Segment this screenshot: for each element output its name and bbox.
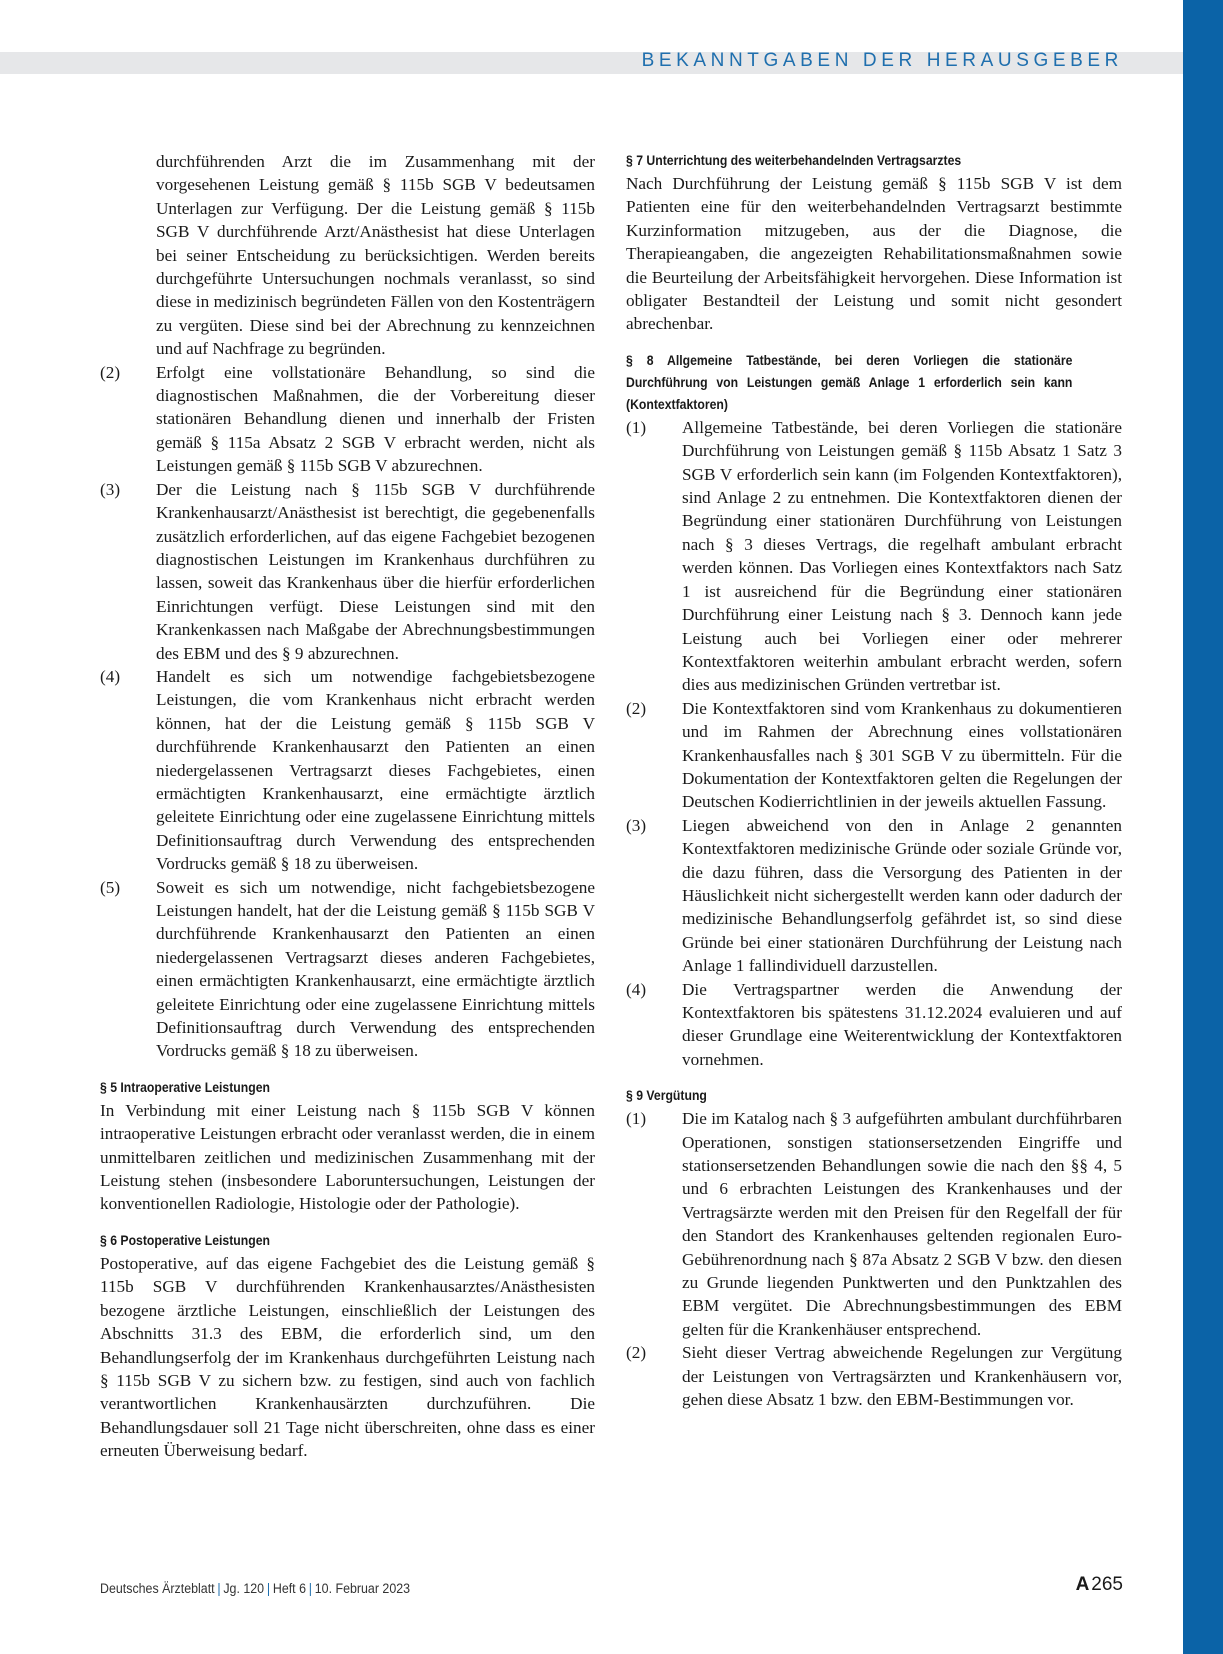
item-number: (4)	[626, 979, 647, 999]
list-item	[626, 814, 1122, 978]
item-text: Allgemeine Tatbestände, bei deren Vorliegen die stationäre Durchführung von Leistungen gemäß § 115b Absatz 1 Satz 3 SGB V erforderlich sein kann (im Folgenden Kontextfaktoren), sind Anlage 2 zu entnehmen. Die Kontextfaktoren dienen der Begründung einer stationären Durchführung von Leistungen nach § 3 dieses Vertrags, die regelhaft ambulant erbracht werden können. Das Vorliegen eines Kontextfaktors nach Satz 1 ist ausreichend für die Begründung einer stationären Durchführung einer Leistung nach § 3. Dennoch kann jede Leistung auch bei Vorliegen einer oder mehrerer Kontextfaktoren weiterhin ambulant erbracht werden, sofern dies aus medizinischen Gründen vertretbar ist.	[682, 417, 1122, 695]
list-item	[626, 416, 1122, 697]
page-number	[1076, 1574, 1123, 1596]
page-prefix: A	[1075, 1574, 1090, 1595]
item-text: Die Vertragspartner werden die Anwendung der Kontextfaktoren bis spätestens 31.12.2024 evaluieren und auf dieser Grundlage eine Weiterentwicklung der Kontextfaktoren vornehmen.	[682, 979, 1122, 1069]
item-text: Erfolgt eine vollstationäre Behandlung, so sind die diagnostischen Maßnahmen, die der Vorbereitung dieser stationären Behandlung dienen und innerhalb der Fristen gemäß § 115a Absatz 2 SGB V erbracht werden, nicht als Leistungen gemäß § 115b SGB V abzurechnen.	[156, 362, 595, 476]
right-column	[626, 150, 1122, 1412]
item-text: Soweit es sich um notwendige, nicht fachgebietsbezogene Leistungen handelt, hat der die Leistung gemäß § 115b SGB V durchführende Krankenhausarzt den Patienten an einen niedergelassenen Vertragsarzt dieses anderen Fachgebietes, einen ermächtigten Krankenhausarzt, eine ermächtigte ärztlich geleitete Einrichtung oder eine zugelassene Einrichtung mittels Definitionsauftrag durch Verwendung des entsprechenden Vordrucks gemäß § 18 zu überweisen.	[156, 877, 595, 1061]
item-number: (1)	[626, 1109, 647, 1129]
footer-citation	[100, 1581, 410, 1596]
list-item	[626, 1341, 1122, 1411]
item-number: (4)	[100, 666, 121, 686]
list-item	[626, 1107, 1122, 1341]
list-item	[100, 876, 595, 1063]
section-5-text: In Verbindung mit einer Leistung nach § 115b SGB V können intraoperative Leistungen erbracht oder veranlasst werden, die in einem unmittelbaren zeitlichen und medizinischen Zusammenhang mit der Leistung stehen (insbesondere Laboruntersuchungen, Leistungen der konventionellen Radiologie, Histologie oder der Pathologie).	[100, 1100, 595, 1214]
section-6-text: Postoperative, auf das eigene Fachgebiet des die Leistung gemäß § 115b SGB V durchführenden Krankenhausarztes/Anästhesisten bezogene ärztliche Leistungen, einschließlich der Leistungen des Abschnitts 31.3 des EBM, die erforderlich sind, um den Behandlungserfolg der im Krankenhaus durchgeführten Leistung nach § 115b SGB V zu sichern bzw. zu festigen, sind auch von fachlich verantwortlichen Krankenhausärzten durchzuführen. Die Behandlungsdauer soll 21 Tage nicht überschreiten, ohne dass es einer erneuten Überweisung bedarf.	[100, 1253, 595, 1461]
section-7-text: Nach Durchführung der Leistung gemäß § 115b SGB V ist dem Patienten eine für den weiterbehandelnden Vertragsarzt bestimmte Kurzinformation mitzugeben, aus der die Diagnose, die Therapieangaben, die angezeigten Rehabilitationsmaßnahmen sowie die Beurteilung der Arbeitsfähigkeit hervorgehen. Diese Information ist obligater Bestandteil der Leistung und somit nicht gesondert abrechenbar.	[626, 174, 1122, 334]
item-text: Die Kontextfaktoren sind vom Krankenhaus zu dokumentieren und im Rahmen der Abrechnung eines vollstationären Krankenhausfalles nach § 301 SGB V zu übermitteln. Für die Dokumentation der Kontextfaktoren gelten die Regelungen der Deutschen Kodierrichtlinien in der jeweils aktuellen Fassung.	[682, 698, 1122, 812]
separator: |	[217, 1581, 221, 1596]
left-column	[100, 150, 595, 1463]
item-number: (5)	[100, 877, 121, 897]
section-8-heading: § 8 Allgemeine Tatbestände, bei deren Vorliegen die stationäre Durchführung von Leistungen gemäß Anlage 1 erforderlich sein kann (Kontextfaktoren)	[626, 352, 1073, 412]
separator: |	[266, 1581, 271, 1596]
journal-name: Deutsches Ärzteblatt	[100, 1581, 215, 1596]
section-7-heading: § 7 Unterrichtung des weiterbehandelnden Vertragsarztes	[626, 153, 962, 168]
list-item	[100, 665, 595, 876]
item-number: (3)	[626, 815, 647, 835]
section-header: BEKANNTGABEN DER HERAUSGEBER	[641, 50, 1123, 71]
list-item	[626, 978, 1122, 1072]
journal-issue: Heft 6	[272, 1581, 307, 1596]
continued-paragraph: durchführenden Arzt die im Zusammenhang mit der vorgesehenen Leistung gemäß § 115b SGB V bedeutsamen Unterlagen zur Verfügung. Der die Leistung gemäß § 115b SGB V durchführende Arzt/Anästhesist hat diese Unterlagen bei seiner Entscheidung zu berücksichtigen. Werden bereits durchgeführte Untersuchungen nochmals veranlasst, so sind diese in medizinisch begründeten Fällen von den Kostenträgern zu vergüten. Diese sind bei der Abrechnung zu kennzeichnen und auf Nachfrage zu begründen.	[156, 152, 595, 359]
journal-date: 10. Februar 2023	[314, 1581, 411, 1596]
list-item	[100, 478, 595, 665]
item-number: (2)	[626, 1343, 647, 1363]
section-5-heading: § 5 Intraoperative Leistungen	[100, 1079, 270, 1095]
item-number: (3)	[100, 479, 121, 499]
item-text: Der die Leistung nach § 115b SGB V durchführende Krankenhausarzt/Anästhesist ist berechtigt, die gegebenenfalls zusätzlich erforderlichen, auf das eigene Fachgebiet bezogenen diagnostischen Leistungen im Krankenhaus durchführen zu lassen, soweit das Krankenhaus über die hierfür erforderlichen Einrichtungen verfügt. Diese Leistungen sind mit den Krankenkassen nach Maßgabe der Abrechnungsbestimmungen des EBM und des § 9 abzurechnen.	[156, 479, 595, 663]
item-number: (2)	[100, 362, 121, 382]
section-9-heading: § 9 Vergütung	[626, 1088, 707, 1104]
journal-volume: Jg. 120	[223, 1581, 265, 1596]
item-text: Die im Katalog nach § 3 aufgeführten ambulant durchführbaren Operationen, sonstigen stationsersetzenden Eingriffe und stationsersetzenden Behandlungen sowie die nach den §§ 4, 5 und 6 erbrachten Leistungen des Krankenhauses und der Vertragsärzte werden mit den Preisen für den Regelfall der für den Standort des Krankenhauses geltenden regionalen Euro-Gebührenordnung nach § 87a Absatz 2 SGB V bzw. den diesen zu Grunde liegenden Punktwerten und den Punktzahlen des EBM vergütet. Die Abrechnungsbestimmungen des EBM gelten für die Krankenhäuser entsprechend.	[682, 1109, 1122, 1339]
item-text: Sieht dieser Vertrag abweichende Regelungen zur Vergütung der Leistungen von Vertragsärzten und Krankenhäusern vor, gehen diese Absatz 1 bzw. den EBM-Bestimmungen vor.	[682, 1343, 1122, 1410]
page-number-value: 265	[1091, 1574, 1123, 1595]
list-item	[626, 697, 1122, 814]
item-text: Handelt es sich um notwendige fachgebietsbezogene Leistungen, die vom Krankenhaus nicht erbracht werden können, hat der die Leistung gemäß § 115b SGB V durchführende Krankenhausarzt den Patienten an einen niedergelassenen Vertragsarzt dieses Fachgebietes, einen ermächtigten Krankenhausarzt, eine ermächtigte ärztlich geleitete Einrichtung oder eine zugelassene Einrichtung mittels Definitionsauftrag durch Verwendung des entsprechenden Vordrucks gemäß § 18 zu überweisen.	[156, 666, 595, 874]
separator: |	[308, 1581, 313, 1596]
side-color-bar	[1183, 0, 1223, 1654]
item-number: (2)	[626, 698, 647, 718]
list-item	[100, 361, 595, 478]
item-number: (1)	[626, 417, 647, 437]
item-text: Liegen abweichend von den in Anlage 2 genannten Kontextfaktoren medizinische Gründe oder soziale Gründe vor, die dazu führen, dass die Versorgung des Patienten in der Häuslichkeit nicht sichergestellt werden kann oder dadurch der medizinische Behandlungserfolg gefährdet ist, so sind diese Gründe bei einer stationären Durchführung der Leistung nach Anlage 1 fallindividuell darzustellen.	[682, 815, 1122, 976]
section-6-heading: § 6 Postoperative Leistungen	[100, 1232, 270, 1248]
